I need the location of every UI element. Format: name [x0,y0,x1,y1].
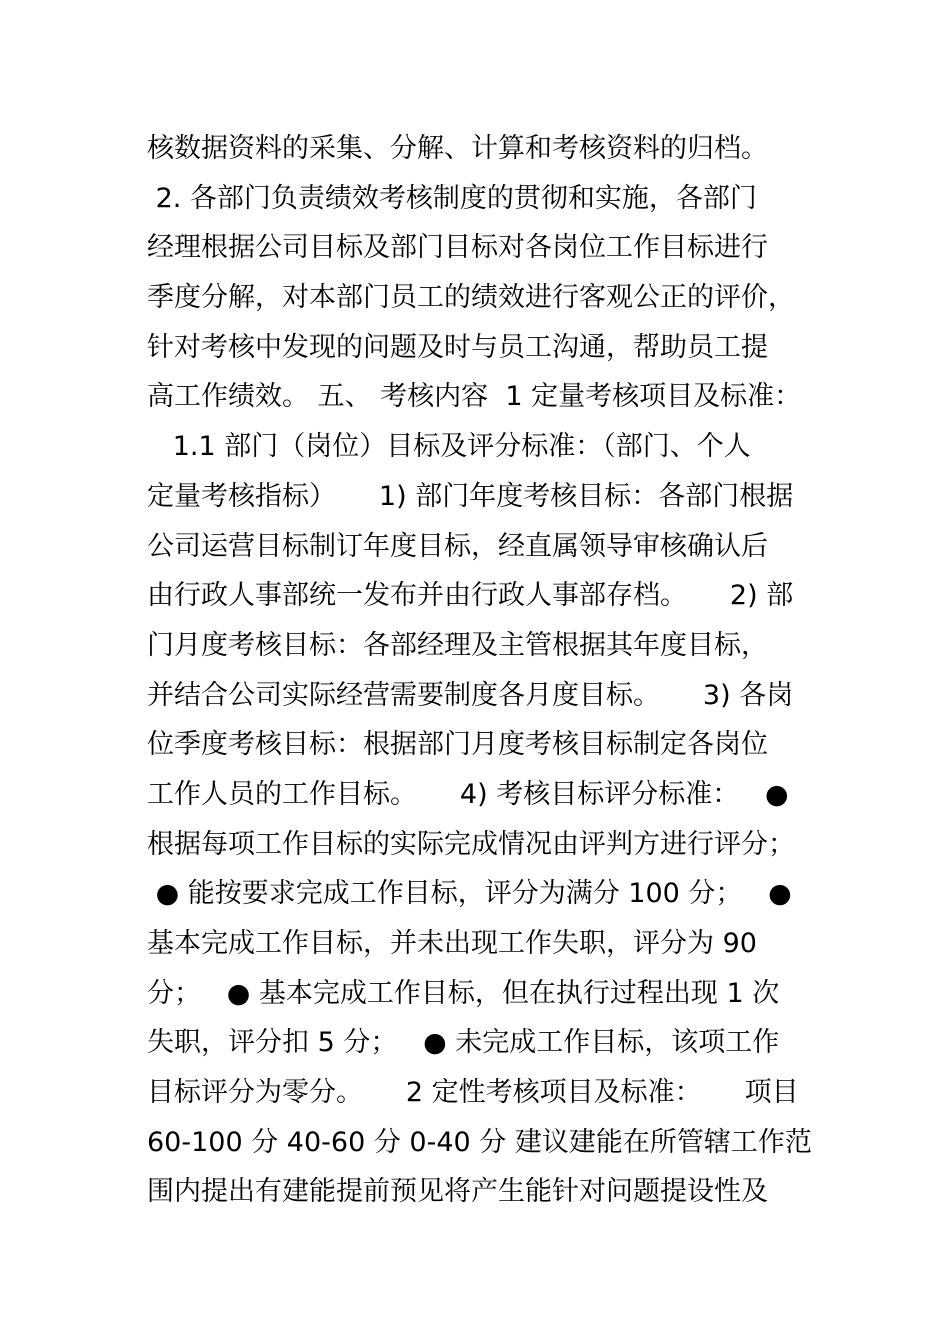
text-line: 2. 各部门负责绩效考核制度的贯彻和实施，各部门 [147,182,757,214]
text-line: 核数据资料的采集、分解、计算和考核资料的归档。 [147,133,768,164]
text-line: 60-100 分 40-60 分 0-40 分 建议建能在所管辖工作范 [147,1126,812,1158]
text-line: 基本完成工作目标，并未出现工作失职，评分为 90 [147,928,757,959]
text-line: 针对考核中发现的问题及时与员工沟通，帮助员工提 [147,331,768,363]
text-line: 目标评分为零分。 2 定性考核项目及标准： 项目 [147,1077,799,1109]
text-line: 门月度考核目标：各部经理及主管根据其年度目标， [147,629,768,661]
text-line: 1.1 部门（岗位）目标及评分标准：（部门、个人 [147,431,751,463]
body-text [147,124,837,1217]
text-line: 根据每项工作目标的实际完成情况由评判方进行评分； [147,828,795,860]
text-line: 工作人员的工作目标。 4) 考核目标评分标准： ● [147,778,789,810]
text-line: 失职，评分扣 5 分； ● 未完成工作目标，该项工作 [147,1027,780,1059]
text-line: 分； ● 基本完成工作目标，但在执行过程出现 1 次 [147,977,780,1009]
text-line: 公司运营目标制订年度目标，经直属领导审核确认后 [147,530,768,562]
text-line: 并结合公司实际经营需要制度各月度目标。 3) 各岗 [147,679,794,711]
text-line: ● 能按要求完成工作目标，评分为满分 100 分； ● [147,878,792,910]
text-line: 季度分解，对本部门员工的绩效进行客观公正的评价， [147,282,795,314]
text-line: 经理根据公司目标及部门目标对各岗位工作目标进行 [147,232,768,264]
text-line: 高工作绩效。 五、 考核内容 1 定量考核项目及标准： [147,381,802,413]
text-line: 定量考核指标） 1) 部门年度考核目标：各部门根据 [147,480,794,512]
text-line: 围内提出有建能提前预见将产生能针对问题提设性及 [147,1176,768,1208]
text-line: 由行政人事部统一发布并由行政人事部存档。 2) 部 [147,580,794,612]
text-line: 位季度考核目标：根据部门月度考核目标制定各岗位 [147,729,768,761]
